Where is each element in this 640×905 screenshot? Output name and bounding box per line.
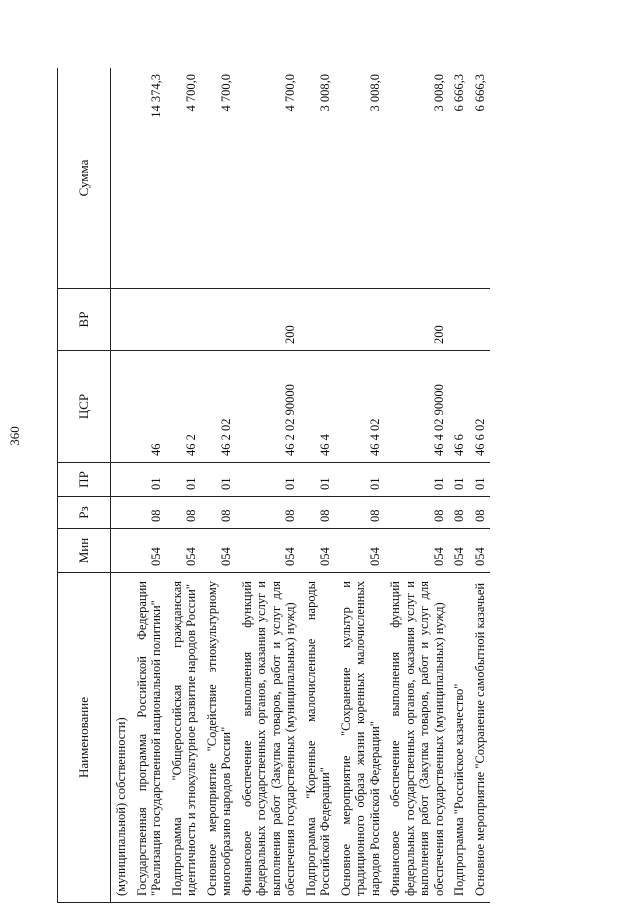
cell-min: 054	[301, 529, 336, 573]
cell-csr: 46 2 02 90000	[237, 351, 301, 463]
cell-csr: 46 4	[301, 351, 336, 463]
cell-rz: 08	[449, 497, 470, 529]
cell-min	[111, 529, 132, 573]
table-row	[132, 68, 167, 903]
cell-pr: 01	[301, 463, 336, 497]
cell-name: Основное мероприятие "Содействие этнокультурному многообразию народов России"	[202, 573, 237, 903]
col-header-vr: ВР	[58, 289, 111, 351]
cell-sum: 3 008,0	[385, 68, 449, 289]
cell-sum	[111, 68, 132, 289]
cell-pr: 01	[385, 463, 449, 497]
budget-table	[57, 68, 490, 903]
cell-vr	[202, 289, 237, 351]
cell-pr: 01	[202, 463, 237, 497]
col-header-name: Наименование	[58, 573, 111, 903]
cell-sum: 6 666,3	[449, 68, 470, 289]
cell-name: Основное мероприятие "Сохранение самобытной казачьей	[470, 573, 491, 903]
cell-csr: 46 4 02	[336, 351, 386, 463]
cell-sum: 3 008,0	[336, 68, 386, 289]
cell-min: 054	[470, 529, 491, 573]
cell-pr: 01	[336, 463, 386, 497]
page-number: 360	[7, 426, 22, 446]
cell-min: 054	[237, 529, 301, 573]
cell-pr: 01	[470, 463, 491, 497]
cell-rz: 08	[385, 497, 449, 529]
cell-rz: 08	[301, 497, 336, 529]
cell-vr	[470, 289, 491, 351]
cell-csr: 46 6 02	[470, 351, 491, 463]
cell-min: 054	[167, 529, 202, 573]
cell-csr: 46 4 02 90000	[385, 351, 449, 463]
col-header-pr: ПР	[58, 463, 111, 497]
cell-vr: 200	[385, 289, 449, 351]
cell-sum: 3 008,0	[301, 68, 336, 289]
cell-min: 054	[336, 529, 386, 573]
cell-name: (муниципальной) собственности)	[111, 573, 132, 903]
cell-min: 054	[385, 529, 449, 573]
cell-vr	[167, 289, 202, 351]
table-row	[449, 68, 470, 903]
cell-sum: 14 374,3	[132, 68, 167, 289]
cell-sum: 6 666,3	[470, 68, 491, 289]
table-row	[202, 68, 237, 903]
cell-rz: 08	[167, 497, 202, 529]
cell-name: Подпрограмма "Коренные малочисленные народы Российской Федерации"	[301, 573, 336, 903]
cell-rz: 08	[202, 497, 237, 529]
cell-pr: 01	[132, 463, 167, 497]
cell-rz: 08	[336, 497, 386, 529]
cell-csr: 46 6	[449, 351, 470, 463]
col-header-rz: Рз	[58, 497, 111, 529]
cell-sum: 4 700,0	[237, 68, 301, 289]
cell-rz	[111, 497, 132, 529]
table-row	[470, 68, 491, 903]
cell-name: Подпрограмма "Общероссийская гражданская идентичность и этнокультурное развитие народов России"	[167, 573, 202, 903]
cell-csr	[111, 351, 132, 463]
table-row	[167, 68, 202, 903]
table-row	[237, 68, 301, 903]
cell-name: Подпрограмма "Российское казачество"	[449, 573, 470, 903]
cell-vr	[336, 289, 386, 351]
cell-pr: 01	[167, 463, 202, 497]
cell-name: Финансовое обеспечение выполнения функций федеральных государственных органов, оказания услуг и выполнения работ (Закупка товаров, работ и услуг для обеспечения государственных (муниципальных) нужд)	[385, 573, 449, 903]
cell-rz: 08	[237, 497, 301, 529]
cell-pr	[111, 463, 132, 497]
cell-rz: 08	[132, 497, 167, 529]
cell-csr: 46 2 02	[202, 351, 237, 463]
cell-min: 054	[132, 529, 167, 573]
cell-sum: 4 700,0	[202, 68, 237, 289]
table-row	[301, 68, 336, 903]
col-header-min: Мин	[58, 529, 111, 573]
cell-name: Государственная программа Российской Федерации "Реализация государственной национальной политики"	[132, 573, 167, 903]
cell-vr: 200	[237, 289, 301, 351]
cell-csr: 46 2	[167, 351, 202, 463]
table-row	[111, 68, 132, 903]
cell-vr	[111, 289, 132, 351]
cell-vr	[132, 289, 167, 351]
cell-vr	[301, 289, 336, 351]
cell-rz: 08	[470, 497, 491, 529]
table-row	[385, 68, 449, 903]
cell-sum: 4 700,0	[167, 68, 202, 289]
cell-min: 054	[202, 529, 237, 573]
cell-pr: 01	[449, 463, 470, 497]
document-table-area	[57, 68, 587, 903]
cell-pr: 01	[237, 463, 301, 497]
cell-name: Основное мероприятие "Сохранение культур и традиционного образа жизни коренных малочисленных народов Российской Федерации"	[336, 573, 386, 903]
cell-name: Финансовое обеспечение выполнения функций федеральных государственных органов, оказания услуг и выполнения работ (Закупка товаров, работ и услуг для обеспечения государственных (муниципальных) нужд)	[237, 573, 301, 903]
cell-csr: 46	[132, 351, 167, 463]
cell-min: 054	[449, 529, 470, 573]
cell-vr	[449, 289, 470, 351]
col-header-csr: ЦСР	[58, 351, 111, 463]
table-header-row	[58, 68, 111, 903]
table-row	[336, 68, 386, 903]
col-header-sum: Сумма	[58, 68, 111, 289]
